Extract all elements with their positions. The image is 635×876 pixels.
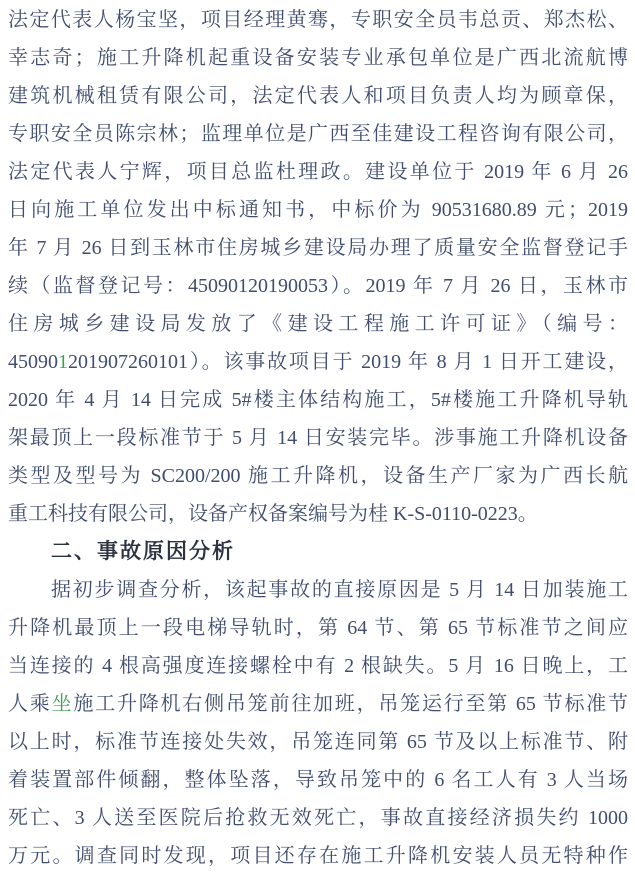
text-line	[8, 799, 628, 837]
text-line	[8, 267, 628, 305]
text-segment: 专职安全员陈宗林；监理单位是广西至佳建设工程咨询有限公司，	[8, 123, 628, 145]
text-line	[8, 837, 628, 875]
text-line	[8, 761, 628, 799]
text-line	[8, 571, 628, 609]
text-segment: 着装置部件倾翻，整体坠落，导致吊笼中的 6 名工人有 3 人当场	[8, 769, 628, 791]
text-line	[8, 77, 628, 115]
text-segment: 万元。调查同时发现，项目还存在施工升降机安装人员无特种作	[8, 845, 628, 867]
text-segment: 日向施工单位发出中标通知书，中标价为 90531680.89 元；2019	[8, 199, 628, 221]
text-segment: 续（监督登记号：45090120190053）。2019 年 7 月 26 日，玉林市	[8, 275, 628, 297]
text-line	[8, 39, 628, 77]
text-line	[8, 495, 628, 533]
text-line	[8, 115, 628, 153]
section-heading-cause-analysis: 二、事故原因分析	[51, 540, 235, 563]
paragraph-accident-cause	[8, 571, 628, 875]
text-line	[8, 685, 628, 723]
text-line	[8, 647, 628, 685]
text-line	[8, 153, 628, 191]
text-segment: 死亡、3 人送至医院后抢救无效死亡，事故直接经济损失约 1000	[8, 807, 628, 829]
text-segment: 以上时，标准节连接处失效，吊笼连同第 65 节及以上标准节、附	[8, 731, 628, 753]
text-segment: 升降机最顶上一段电梯导轨时，第 64 节、第 65 节标准节之间应	[8, 617, 628, 639]
text-line	[8, 609, 628, 647]
text-line	[8, 229, 628, 267]
text-segment: 201907260101）。该事故项目于 2019 年 8 月 1 日开工建设，	[68, 351, 628, 373]
text-line	[8, 723, 628, 761]
text-segment: 类型及型号为 SC200/200 施工升降机，设备生产厂家为广西长航	[8, 465, 628, 487]
green-highlighted-text: 坐	[51, 693, 74, 715]
green-highlighted-text: 1	[58, 351, 68, 373]
text-segment: 年 7 月 26 日到玉林市住房城乡建设局办理了质量安全监督登记手	[8, 237, 628, 259]
text-segment: 据初步调查分析，该起事故的直接原因是 5 月 14 日加装施工	[51, 579, 628, 601]
text-line	[8, 381, 628, 419]
text-segment: 2020 年 4 月 14 日完成 5#楼主体结构施工，5#楼施工升降机导轨	[8, 389, 628, 411]
text-segment: 建筑机械租赁有限公司，法定代表人和项目负责人均为顾章保，	[8, 85, 628, 107]
text-segment: 架最顶上一段标准节于 5 月 14 日安装完毕。涉事施工升降机设备	[8, 427, 628, 449]
text-segment: 法定代表人杨宝坚，项目经理黄骞，专职安全员韦总贡、郑杰松、	[8, 9, 628, 31]
text-line	[8, 1, 628, 39]
text-segment: 当连接的 4 根高强度连接螺栓中有 2 根缺失。5 月 16 日晚上，工	[8, 655, 628, 677]
text-line	[8, 457, 628, 495]
text-line	[8, 419, 628, 457]
text-segment: 施工升降机右侧吊笼前往加班，吊笼运行至第 65 节标准节	[73, 693, 628, 715]
text-line	[8, 305, 628, 343]
text-segment: 幸志奇；施工升降机起重设备安装专业承包单位是广西北流航博	[8, 47, 628, 69]
text-segment: 45090	[8, 351, 58, 373]
text-line	[8, 191, 628, 229]
text-segment: 住房城乡建设局发放了《建设工程施工许可证》（编号：	[8, 313, 628, 335]
text-segment: 重工科技有限公司，设备产权备案编号为桂 K-S-0110-0223。	[8, 503, 538, 525]
text-segment: 法定代表人宁辉，项目总监杜理政。建设单位于 2019 年 6 月 26	[8, 161, 628, 183]
text-segment: 人乘	[8, 693, 52, 715]
paragraph-project-info	[8, 1, 628, 533]
text-line	[8, 343, 628, 381]
